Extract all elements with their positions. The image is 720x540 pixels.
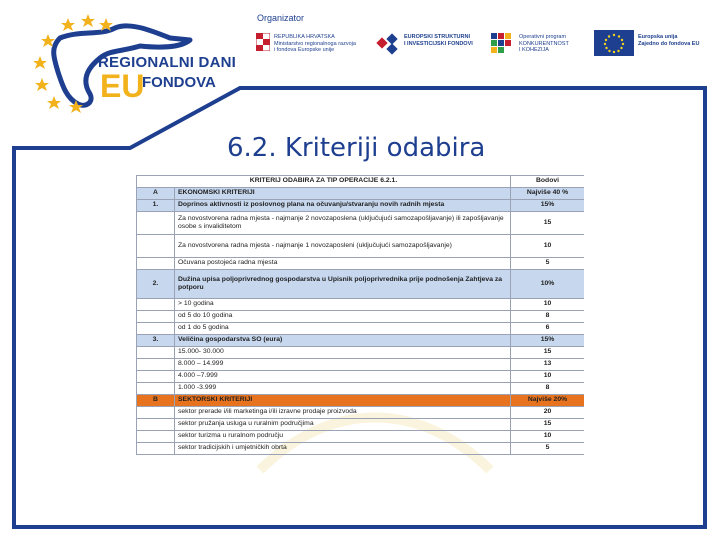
table-row <box>137 200 585 212</box>
row-criterion: 8.000 – 14.999 <box>175 359 511 371</box>
row-points: 15 <box>511 347 584 359</box>
row-criterion: Za novostvorena radna mjesta - najmanje 2 novozaposlena (uključujući samozapošljavanje) ili zapošljavanje osobe s invaliditetom <box>175 212 511 235</box>
table-row <box>137 311 585 323</box>
table-header-points: Bodovi <box>511 176 584 188</box>
row-criterion: 15.000- 30.000 <box>175 347 511 359</box>
row-points: 15 <box>511 212 584 235</box>
logo-line2: FONDOVA <box>142 74 216 91</box>
table-header-row <box>137 176 585 188</box>
row-points: 10 <box>511 431 584 443</box>
table-row <box>137 347 585 359</box>
row-criterion: od 1 do 5 godina <box>175 323 511 335</box>
table-row <box>137 335 585 347</box>
row-number <box>137 383 175 395</box>
croatian-coat-of-arms-icon <box>256 33 270 51</box>
row-points: 5 <box>511 258 584 270</box>
row-number <box>137 443 175 455</box>
row-points: 5 <box>511 443 584 455</box>
eu-flag-icon <box>594 30 634 56</box>
row-points: 15% <box>511 200 584 212</box>
row-criterion: 1.000 -3.999 <box>175 383 511 395</box>
criteria-table <box>136 175 584 487</box>
row-criterion: SEKTORSKI KRITERIJI <box>175 395 511 407</box>
row-number <box>137 359 175 371</box>
row-points: 10% <box>511 270 584 299</box>
row-points: 8 <box>511 383 584 395</box>
table-row <box>137 270 585 299</box>
op-kik-mark-icon <box>491 33 515 55</box>
row-number <box>137 407 175 419</box>
regionalni-dani-logo <box>20 8 250 118</box>
row-number: 2. <box>137 270 175 299</box>
esif-text: EUROPSKI STRUKTURNI I INVESTICIJSKI FONDOVI <box>404 34 473 47</box>
row-points: Najviše 20% <box>511 395 584 407</box>
row-criterion: Dužina upisa poljoprivrednog gospodarstva u Upisnik poljoprivrednika prije podnošenja Zahtjeva za potporu <box>175 270 511 299</box>
esif-mark-icon <box>376 33 400 55</box>
row-criterion: > 10 godina <box>175 299 511 311</box>
table-row <box>137 188 585 200</box>
row-criterion: Doprinos aktivnosti iz poslovnog plana na očuvanju/stvaranju novih radnih mjesta <box>175 200 511 212</box>
eu-logo <box>594 30 712 60</box>
row-number: B <box>137 395 175 407</box>
slide-title: 6.2. Kriteriji odabira <box>227 133 486 163</box>
table-row <box>137 258 585 270</box>
table-row <box>137 419 585 431</box>
row-criterion: Za novostvorena radna mjesta - najmanje 1 novozaposleni (uključujući samozapošljavanje) <box>175 235 511 258</box>
row-points: 10 <box>511 299 584 311</box>
table-row <box>137 235 585 258</box>
row-points: 10 <box>511 371 584 383</box>
table-row <box>137 323 585 335</box>
logo-line1: REGIONALNI DANI <box>98 54 236 71</box>
esif-logo <box>376 30 486 60</box>
logo-eu: EU <box>100 68 145 104</box>
row-points: 20 <box>511 407 584 419</box>
ministry-text: REPUBLIKA HRVATSKA Ministarstvo regionalnoga razvoja i fondova Europske unije <box>274 34 356 53</box>
row-points: 6 <box>511 323 584 335</box>
table-row <box>137 443 585 455</box>
row-number <box>137 299 175 311</box>
organizator-label: Organizator <box>257 13 305 23</box>
row-criterion: EKONOMSKI KRITERIJI <box>175 188 511 200</box>
row-number <box>137 347 175 359</box>
row-points: Najviše 40 % <box>511 188 584 200</box>
row-number <box>137 235 175 258</box>
table-row <box>137 212 585 235</box>
row-number: 3. <box>137 335 175 347</box>
op-kik-text: Operativni program KONKURENTNOST I KOHEZIJA <box>519 34 569 53</box>
op-kik-logo <box>491 30 591 60</box>
row-criterion: sektor turizma u ruralnom području <box>175 431 511 443</box>
row-number <box>137 323 175 335</box>
row-points: 13 <box>511 359 584 371</box>
row-criterion: od 5 do 10 godina <box>175 311 511 323</box>
row-number <box>137 419 175 431</box>
row-criterion: sektor prerade i/ili marketinga i/ili izravne prodaje proizvoda <box>175 407 511 419</box>
row-criterion: Veličina gospodarstva SO (eura) <box>175 335 511 347</box>
ministry-logo <box>256 30 366 60</box>
row-number <box>137 258 175 270</box>
row-points: 8 <box>511 311 584 323</box>
table-row <box>137 371 585 383</box>
table-row <box>137 299 585 311</box>
table-row <box>137 359 585 371</box>
row-number: 1. <box>137 200 175 212</box>
eu-text: Europska unija Zajedno do fondova EU <box>638 34 700 47</box>
table-row <box>137 383 585 395</box>
table-header-criterion: KRITERIJ ODABIRA ZA TIP OPERACIJE 6.2.1. <box>137 176 511 188</box>
row-points: 10 <box>511 235 584 258</box>
row-points: 15% <box>511 335 584 347</box>
row-criterion: sektor tradicijskih i umjetničkih obrta <box>175 443 511 455</box>
row-criterion: Očuvana postojeća radna mjesta <box>175 258 511 270</box>
table-row <box>137 431 585 443</box>
table-row <box>137 407 585 419</box>
row-number: A <box>137 188 175 200</box>
row-number <box>137 212 175 235</box>
row-criterion: 4.000 –7.999 <box>175 371 511 383</box>
row-points: 15 <box>511 419 584 431</box>
row-criterion: sektor pružanja usluga u ruralnim područjima <box>175 419 511 431</box>
table-row <box>137 395 585 407</box>
row-number <box>137 431 175 443</box>
row-number <box>137 371 175 383</box>
row-number <box>137 311 175 323</box>
